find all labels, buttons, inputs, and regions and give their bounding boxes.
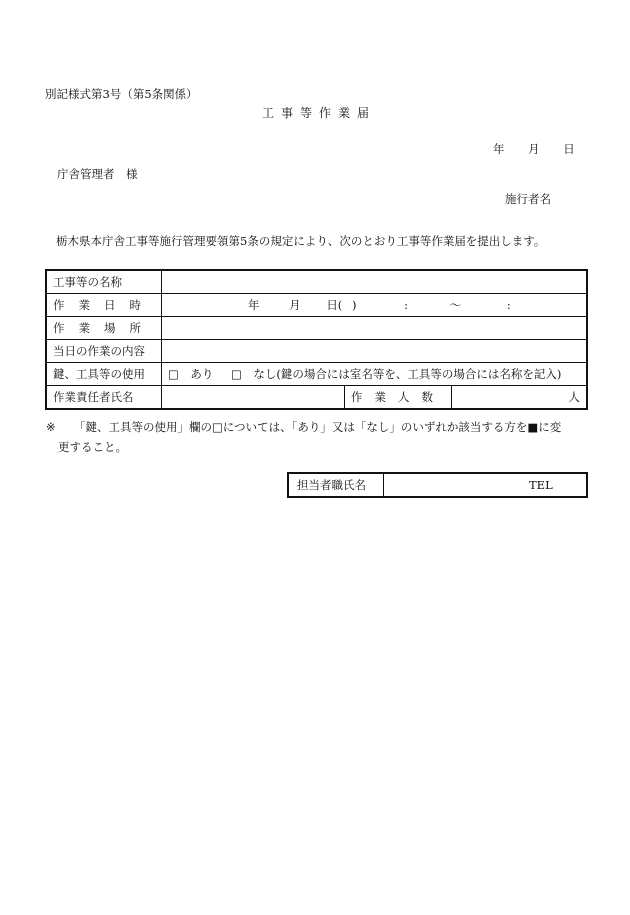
table-row <box>46 386 587 410</box>
responsible-person-label: 作業責任者氏名 <box>46 386 162 410</box>
key-tools-yes-checkbox[interactable]: □ あり <box>168 367 214 381</box>
date-day: 日( <box>326 298 343 312</box>
tel-label: TEL <box>529 478 553 492</box>
note-line-1 <box>46 417 591 437</box>
time-tilde: 〜 <box>449 298 462 312</box>
table-row <box>46 317 587 340</box>
work-name-label <box>46 270 162 294</box>
work-place-field[interactable] <box>162 317 588 340</box>
date-month: 月 <box>289 298 301 312</box>
contact-tel-field[interactable] <box>384 473 588 497</box>
workers-unit: 人 <box>568 390 580 404</box>
table-row <box>46 270 587 294</box>
key-tools-field <box>162 363 588 386</box>
key-tools-no-checkbox[interactable]: □ なし(鍵の場合には室名等を、工具等の場合には名称を記入) <box>231 367 562 381</box>
table-row <box>288 473 587 497</box>
note-mark: ※ <box>46 420 56 434</box>
workers-count-label: 作業人数 <box>345 386 452 410</box>
work-datetime-field[interactable] <box>162 294 588 317</box>
date-line: 年 月 日 <box>493 142 575 156</box>
time-colon-end: : <box>506 298 511 312</box>
contact-table <box>287 472 588 498</box>
form-number: 別記様式第3号（第5条関係） <box>45 87 198 101</box>
contact-person-label: 担当者職氏名 <box>288 473 384 497</box>
key-tools-label: 鍵、工具等の使用 <box>46 363 162 386</box>
addressee: 庁舎管理者 様 <box>57 167 138 181</box>
time-colon-start: : <box>404 298 408 312</box>
work-name-text: 工事等の名称 <box>53 275 122 289</box>
workers-count-field[interactable] <box>452 386 588 410</box>
contractor-name-label: 施行者名 <box>505 192 551 206</box>
work-content-field[interactable] <box>162 340 588 363</box>
work-datetime-label: 作業日時 <box>46 294 162 317</box>
note-line-2: 更すること。 <box>58 440 127 454</box>
note-text-1: 「鍵、工具等の使用」欄の□については、「あり」又は「なし」のいずれか該当する方を■に変 <box>74 420 562 434</box>
work-notification-table <box>45 269 588 410</box>
table-row <box>46 340 587 363</box>
responsible-person-field[interactable] <box>162 386 345 410</box>
table-row <box>46 294 587 317</box>
note <box>46 417 591 457</box>
page-title: 工事等作業届 <box>261 106 376 120</box>
work-name-label-text <box>53 274 155 290</box>
date-paren-close: ) <box>351 298 357 312</box>
work-place-label: 作業場所 <box>46 317 162 340</box>
table-row <box>46 363 587 386</box>
work-content-label: 当日の作業の内容 <box>46 340 162 363</box>
work-name-field[interactable] <box>162 270 588 294</box>
statement-text: 栃木県本庁舎工事等施行管理要領第5条の規定により、次のとおり工事等作業届を提出します。 <box>56 234 546 248</box>
date-year: 年 <box>248 298 260 312</box>
